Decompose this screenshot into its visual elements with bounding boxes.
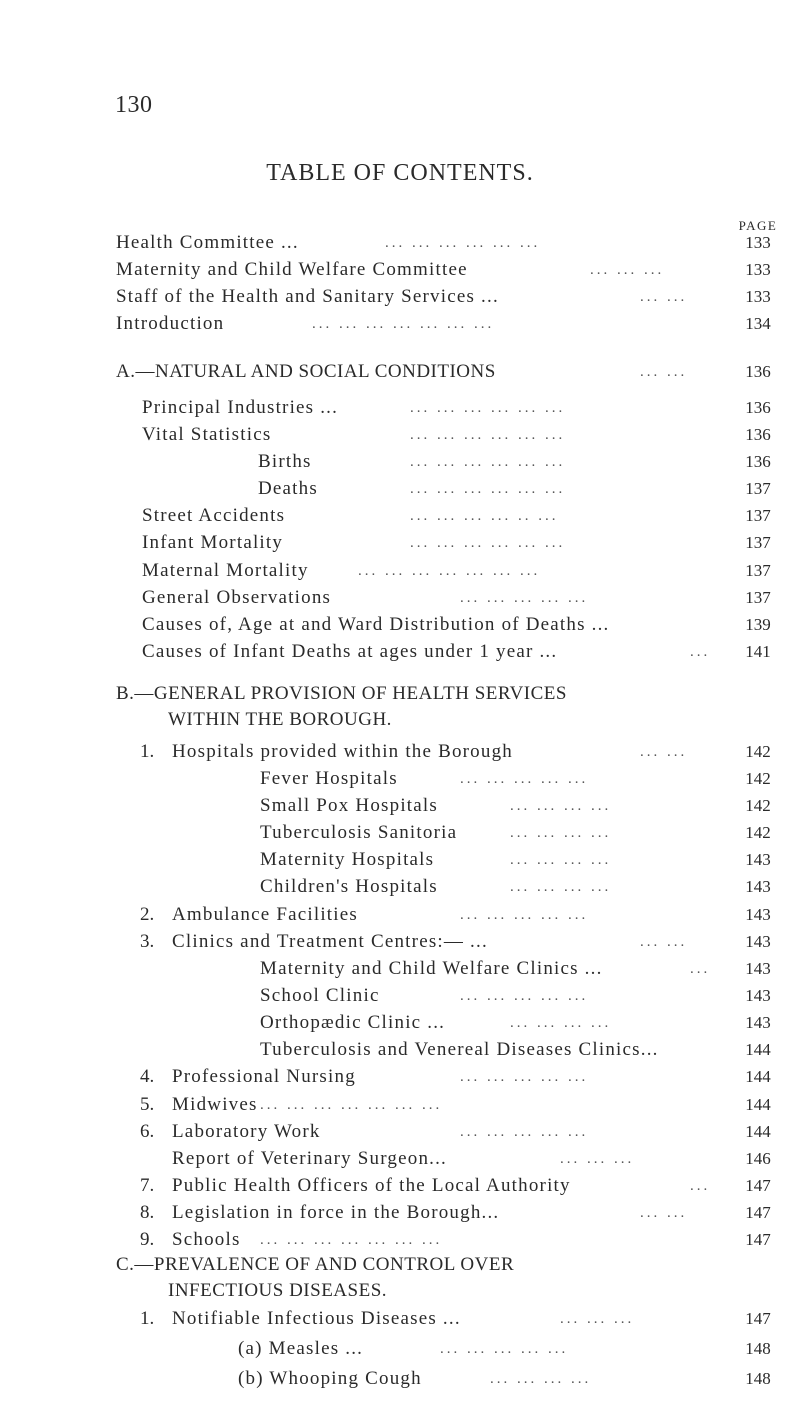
toc-leader-dots: ... ... ... ... ... ... xyxy=(410,535,566,552)
toc-leader-dots: ... ... ... ... xyxy=(510,797,612,814)
toc-entry-page: 133 xyxy=(745,287,771,307)
toc-entry-births[interactable] xyxy=(0,447,800,477)
toc-leader-dots: ... ... ... ... ... xyxy=(460,906,589,923)
toc-leader-dots: ... ... ... ... ... xyxy=(460,770,589,787)
toc-entry-label: Staff of the Health and Sanitary Services ... xyxy=(116,286,499,308)
toc-leader-dots: ... xyxy=(690,1178,711,1194)
toc-entry-number: 6. xyxy=(140,1120,155,1142)
toc-entry-staff[interactable] xyxy=(0,282,800,312)
toc-entry-page: 143 xyxy=(745,850,771,870)
toc-entry-midwives[interactable] xyxy=(0,1090,800,1120)
toc-entry-label: Schools xyxy=(172,1229,241,1251)
toc-leader-dots: ... ... ... ... xyxy=(510,1015,612,1032)
toc-entry-label: Children's Hospitals xyxy=(260,876,438,898)
toc-leader-dots: ... ... ... ... .. ... xyxy=(410,508,559,525)
toc-leader-dots: ... ... ... ... xyxy=(510,825,612,842)
toc-entry-label: Midwives xyxy=(172,1093,258,1115)
toc-entry-page: 136 xyxy=(745,361,771,381)
toc-leader-dots: ... ... ... ... ... ... xyxy=(410,454,566,470)
toc-leader-dots: ... ... ... ... ... xyxy=(460,987,589,1004)
toc-entry-label: Hospitals provided within the Borough xyxy=(172,740,513,762)
toc-entry-label: Legislation in force in the Borough... xyxy=(172,1202,500,1224)
toc-entry-fever-hospitals[interactable] xyxy=(0,764,800,794)
toc-entry-tuberculosis-sanitoria[interactable] xyxy=(0,818,800,848)
toc-entry-professional-nursing[interactable] xyxy=(0,1062,800,1092)
toc-entry-label: Laboratory Work xyxy=(172,1120,321,1142)
toc-entry-schools[interactable] xyxy=(0,1225,800,1255)
toc-entry-legislation[interactable] xyxy=(0,1198,800,1228)
toc-entry-label: Infant Mortality xyxy=(142,532,284,554)
toc-leader-dots: ... ... ... ... ... xyxy=(440,1341,569,1357)
toc-entry-label: Maternity Hospitals xyxy=(260,849,435,871)
toc-leader-dots: ... ... ... ... xyxy=(510,852,612,869)
toc-entry-page: 143 xyxy=(745,958,771,978)
toc-entry-maternity-committee[interactable] xyxy=(0,255,800,285)
toc-entry-page: 137 xyxy=(745,533,771,553)
toc-entry-label: Notifiable Infectious Diseases ... xyxy=(172,1308,461,1329)
toc-entry-page: 143 xyxy=(745,985,771,1005)
toc-entry-label: Deaths xyxy=(258,478,318,500)
toc-entry-causes-infant-deaths[interactable] xyxy=(0,637,800,667)
toc-entry-hospitals[interactable] xyxy=(0,737,800,767)
toc-leader-dots: ... ... ... ... ... ... ... xyxy=(260,1232,443,1249)
section-a-title: A.—NATURAL AND SOCIAL CONDITIONS xyxy=(116,360,496,382)
toc-leader-dots: ... ... ... ... ... ... ... xyxy=(312,316,495,333)
toc-entry-label: Vital Statistics xyxy=(142,423,272,445)
toc-section-a-heading[interactable] xyxy=(0,357,800,387)
toc-entry-number: 5. xyxy=(140,1093,155,1115)
toc-entry-page: 136 xyxy=(745,397,771,417)
toc-entry-label: Clinics and Treatment Centres:— ... xyxy=(172,930,488,952)
toc-leader-dots: ... ... ... ... xyxy=(490,1371,592,1387)
toc-leader-dots: ... xyxy=(690,644,711,661)
toc-entry-label: Causes of Infant Deaths at ages under 1 year ... xyxy=(142,641,558,663)
toc-entry-page: 137 xyxy=(745,587,771,607)
toc-entry-page: 144 xyxy=(745,1121,771,1141)
toc-entry-laboratory-work[interactable] xyxy=(0,1117,800,1147)
toc-entry-label: Principal Industries ... xyxy=(142,396,339,418)
toc-entry-page: 147 xyxy=(745,1176,771,1195)
toc-entry-label: Maternity and Child Welfare Clinics ... xyxy=(260,957,603,979)
toc-entry-page: 144 xyxy=(745,1040,771,1060)
toc-entry-section-c-2[interactable] xyxy=(0,1364,800,1394)
page-column-header: PAGE xyxy=(738,218,778,233)
toc-entry-label: Professional Nursing xyxy=(172,1066,356,1088)
toc-leader-dots: ... ... ... ... xyxy=(510,879,612,896)
toc-entry-page: 137 xyxy=(745,479,771,499)
toc-entry-number: 4. xyxy=(140,1066,155,1088)
toc-entry-small-pox-hospitals[interactable] xyxy=(0,791,800,821)
toc-entry-number: 8. xyxy=(140,1202,155,1224)
section-c-title-line2: INFECTIOUS DISEASES. xyxy=(168,1280,388,1301)
toc-leader-dots: ... ... ... ... ... ... xyxy=(410,399,566,416)
toc-entry-street-accidents[interactable] xyxy=(0,501,800,531)
toc-leader-dots: ... ... xyxy=(640,1205,688,1222)
toc-entry-label: Health Committee ... xyxy=(116,232,299,253)
toc-entry-page: 148 xyxy=(745,1369,771,1388)
toc-leader-dots: ... ... ... ... ... ... xyxy=(410,426,566,443)
toc-entry-page: 137 xyxy=(745,506,771,526)
toc-entry-orthopaedic-clinic[interactable] xyxy=(0,1008,800,1038)
toc-entry-principal-industries[interactable] xyxy=(0,393,800,423)
toc-entry-number: 2. xyxy=(140,903,155,925)
toc-leader-dots: ... ... ... ... ... ... ... xyxy=(260,1096,443,1113)
toc-entry-label: Ambulance Facilities xyxy=(172,903,358,925)
toc-entry-maternal-mortality[interactable] xyxy=(0,556,800,586)
toc-entry-page: 147 xyxy=(745,1309,771,1328)
toc-entry-label: Report of Veterinary Surgeon... xyxy=(172,1147,448,1169)
toc-entry-label: Maternal Mortality xyxy=(142,559,309,581)
toc-entry-maternity-clinics[interactable] xyxy=(0,954,800,984)
toc-entry-page: 143 xyxy=(745,877,771,897)
toc-entry-health-committee[interactable] xyxy=(0,228,800,258)
section-b-title-line2: WITHIN THE BOROUGH. xyxy=(168,708,392,730)
toc-entry-tuberculosis-venereal-clinics[interactable] xyxy=(0,1035,800,1065)
toc-entry-label: General Observations xyxy=(142,586,332,608)
toc-leader-dots: ... ... xyxy=(640,933,688,950)
toc-entry-section-c-1[interactable] xyxy=(0,1334,800,1364)
toc-entry-page: 142 xyxy=(745,823,771,843)
toc-entry-clinics[interactable] xyxy=(0,927,800,957)
toc-entry-number: 7. xyxy=(140,1175,155,1196)
toc-entry-page: 143 xyxy=(745,931,771,951)
toc-entry-infant-mortality[interactable] xyxy=(0,528,800,558)
toc-entry-page: 143 xyxy=(745,904,771,924)
toc-entry-label: Tuberculosis Sanitoria xyxy=(260,822,458,844)
toc-leader-dots: ... ... xyxy=(640,289,688,306)
toc-entry-label: Introduction xyxy=(116,313,225,335)
page-number: 130 xyxy=(115,92,153,118)
toc-leader-dots: ... ... ... ... ... xyxy=(460,1123,589,1140)
toc-entry-page: 148 xyxy=(745,1339,771,1358)
toc-entry-number: 9. xyxy=(140,1229,155,1251)
toc-entry-page: 139 xyxy=(745,614,771,634)
toc-entry-number: 1. xyxy=(140,740,155,762)
toc-entry-deaths[interactable] xyxy=(0,474,800,504)
toc-entry-page: 133 xyxy=(745,260,771,280)
toc-entry-label: Public Health Officers of the Local Authority xyxy=(172,1175,571,1196)
toc-leader-dots: ... ... ... ... ... xyxy=(460,1069,589,1086)
toc-entry-public-health-officers[interactable] xyxy=(0,1171,800,1201)
toc-entry-page: 141 xyxy=(745,642,771,662)
toc-entry-label: Maternity and Child Welfare Committee xyxy=(116,259,468,281)
toc-leader-dots: ... ... ... ... ... ... ... xyxy=(358,562,541,579)
toc-entry-page: 147 xyxy=(745,1230,771,1250)
toc-entry-label: Orthopædic Clinic ... xyxy=(260,1012,446,1034)
toc-entry-page: 133 xyxy=(745,233,771,252)
toc-entry-number: 3. xyxy=(140,930,155,952)
toc-leader-dots: ... ... xyxy=(640,363,688,380)
toc-entry-page: 146 xyxy=(745,1148,771,1168)
toc-entry-page: 144 xyxy=(745,1067,771,1087)
toc-entry-causes-of-deaths[interactable] xyxy=(0,610,800,640)
toc-entry-page: 142 xyxy=(745,795,771,815)
toc-leader-dots: ... xyxy=(690,960,711,977)
toc-leader-dots: ... ... ... ... ... ... xyxy=(410,481,566,498)
section-b-title-line1: B.—GENERAL PROVISION OF HEALTH SERVICES xyxy=(116,682,567,704)
toc-entry-childrens-hospitals[interactable] xyxy=(0,872,800,902)
toc-leader-dots: ... ... ... ... ... xyxy=(460,589,589,606)
toc-entry-label: Births xyxy=(258,451,312,472)
page-title: TABLE OF CONTENTS. xyxy=(266,160,534,186)
toc-entry-label: Tuberculosis and Venereal Diseases Clinics... xyxy=(260,1039,659,1061)
toc-entry-ambulance-facilities[interactable] xyxy=(0,900,800,930)
toc-entry-label: Street Accidents xyxy=(142,505,286,527)
toc-entry-introduction[interactable] xyxy=(0,309,800,339)
toc-entry-page: 144 xyxy=(745,1094,771,1114)
toc-leader-dots: ... ... ... ... ... ... xyxy=(385,235,541,251)
toc-entry-section-c-0[interactable] xyxy=(0,1304,800,1334)
toc-leader-dots: ... ... xyxy=(640,743,688,760)
toc-entry-label: Small Pox Hospitals xyxy=(260,794,438,816)
toc-leader-dots: ... ... ... xyxy=(560,1311,635,1327)
toc-entry-label: (a) Measles ... xyxy=(238,1338,364,1359)
toc-entry-page: 136 xyxy=(745,452,771,471)
toc-entry-vital-statistics[interactable] xyxy=(0,420,800,450)
toc-entry-label: School Clinic xyxy=(260,984,380,1006)
toc-leader-dots: ... ... ... xyxy=(560,1150,635,1167)
toc-entry-label: Fever Hospitals xyxy=(260,767,398,789)
toc-entry-page: 142 xyxy=(745,768,771,788)
toc-entry-page: 143 xyxy=(745,1013,771,1033)
toc-entry-school-clinic[interactable] xyxy=(0,981,800,1011)
toc-entry-number: 1. xyxy=(140,1308,155,1329)
toc-entry-maternity-hospitals[interactable] xyxy=(0,845,800,875)
toc-entry-general-observations[interactable] xyxy=(0,583,800,613)
toc-entry-label: Causes of, Age at and Ward Distribution of Deaths ... xyxy=(142,613,610,635)
toc-entry-veterinary-report[interactable] xyxy=(0,1144,800,1174)
toc-entry-page: 147 xyxy=(745,1203,771,1223)
toc-entry-label: (b) Whooping Cough xyxy=(238,1368,422,1389)
toc-entry-page: 137 xyxy=(745,560,771,580)
toc-leader-dots: ... ... ... xyxy=(590,262,665,279)
toc-entry-page: 142 xyxy=(745,741,771,761)
section-c-title-line1: C.—PREVALENCE OF AND CONTROL OVER xyxy=(116,1254,515,1275)
toc-entry-page: 136 xyxy=(745,424,771,444)
toc-entry-page: 134 xyxy=(745,314,771,334)
